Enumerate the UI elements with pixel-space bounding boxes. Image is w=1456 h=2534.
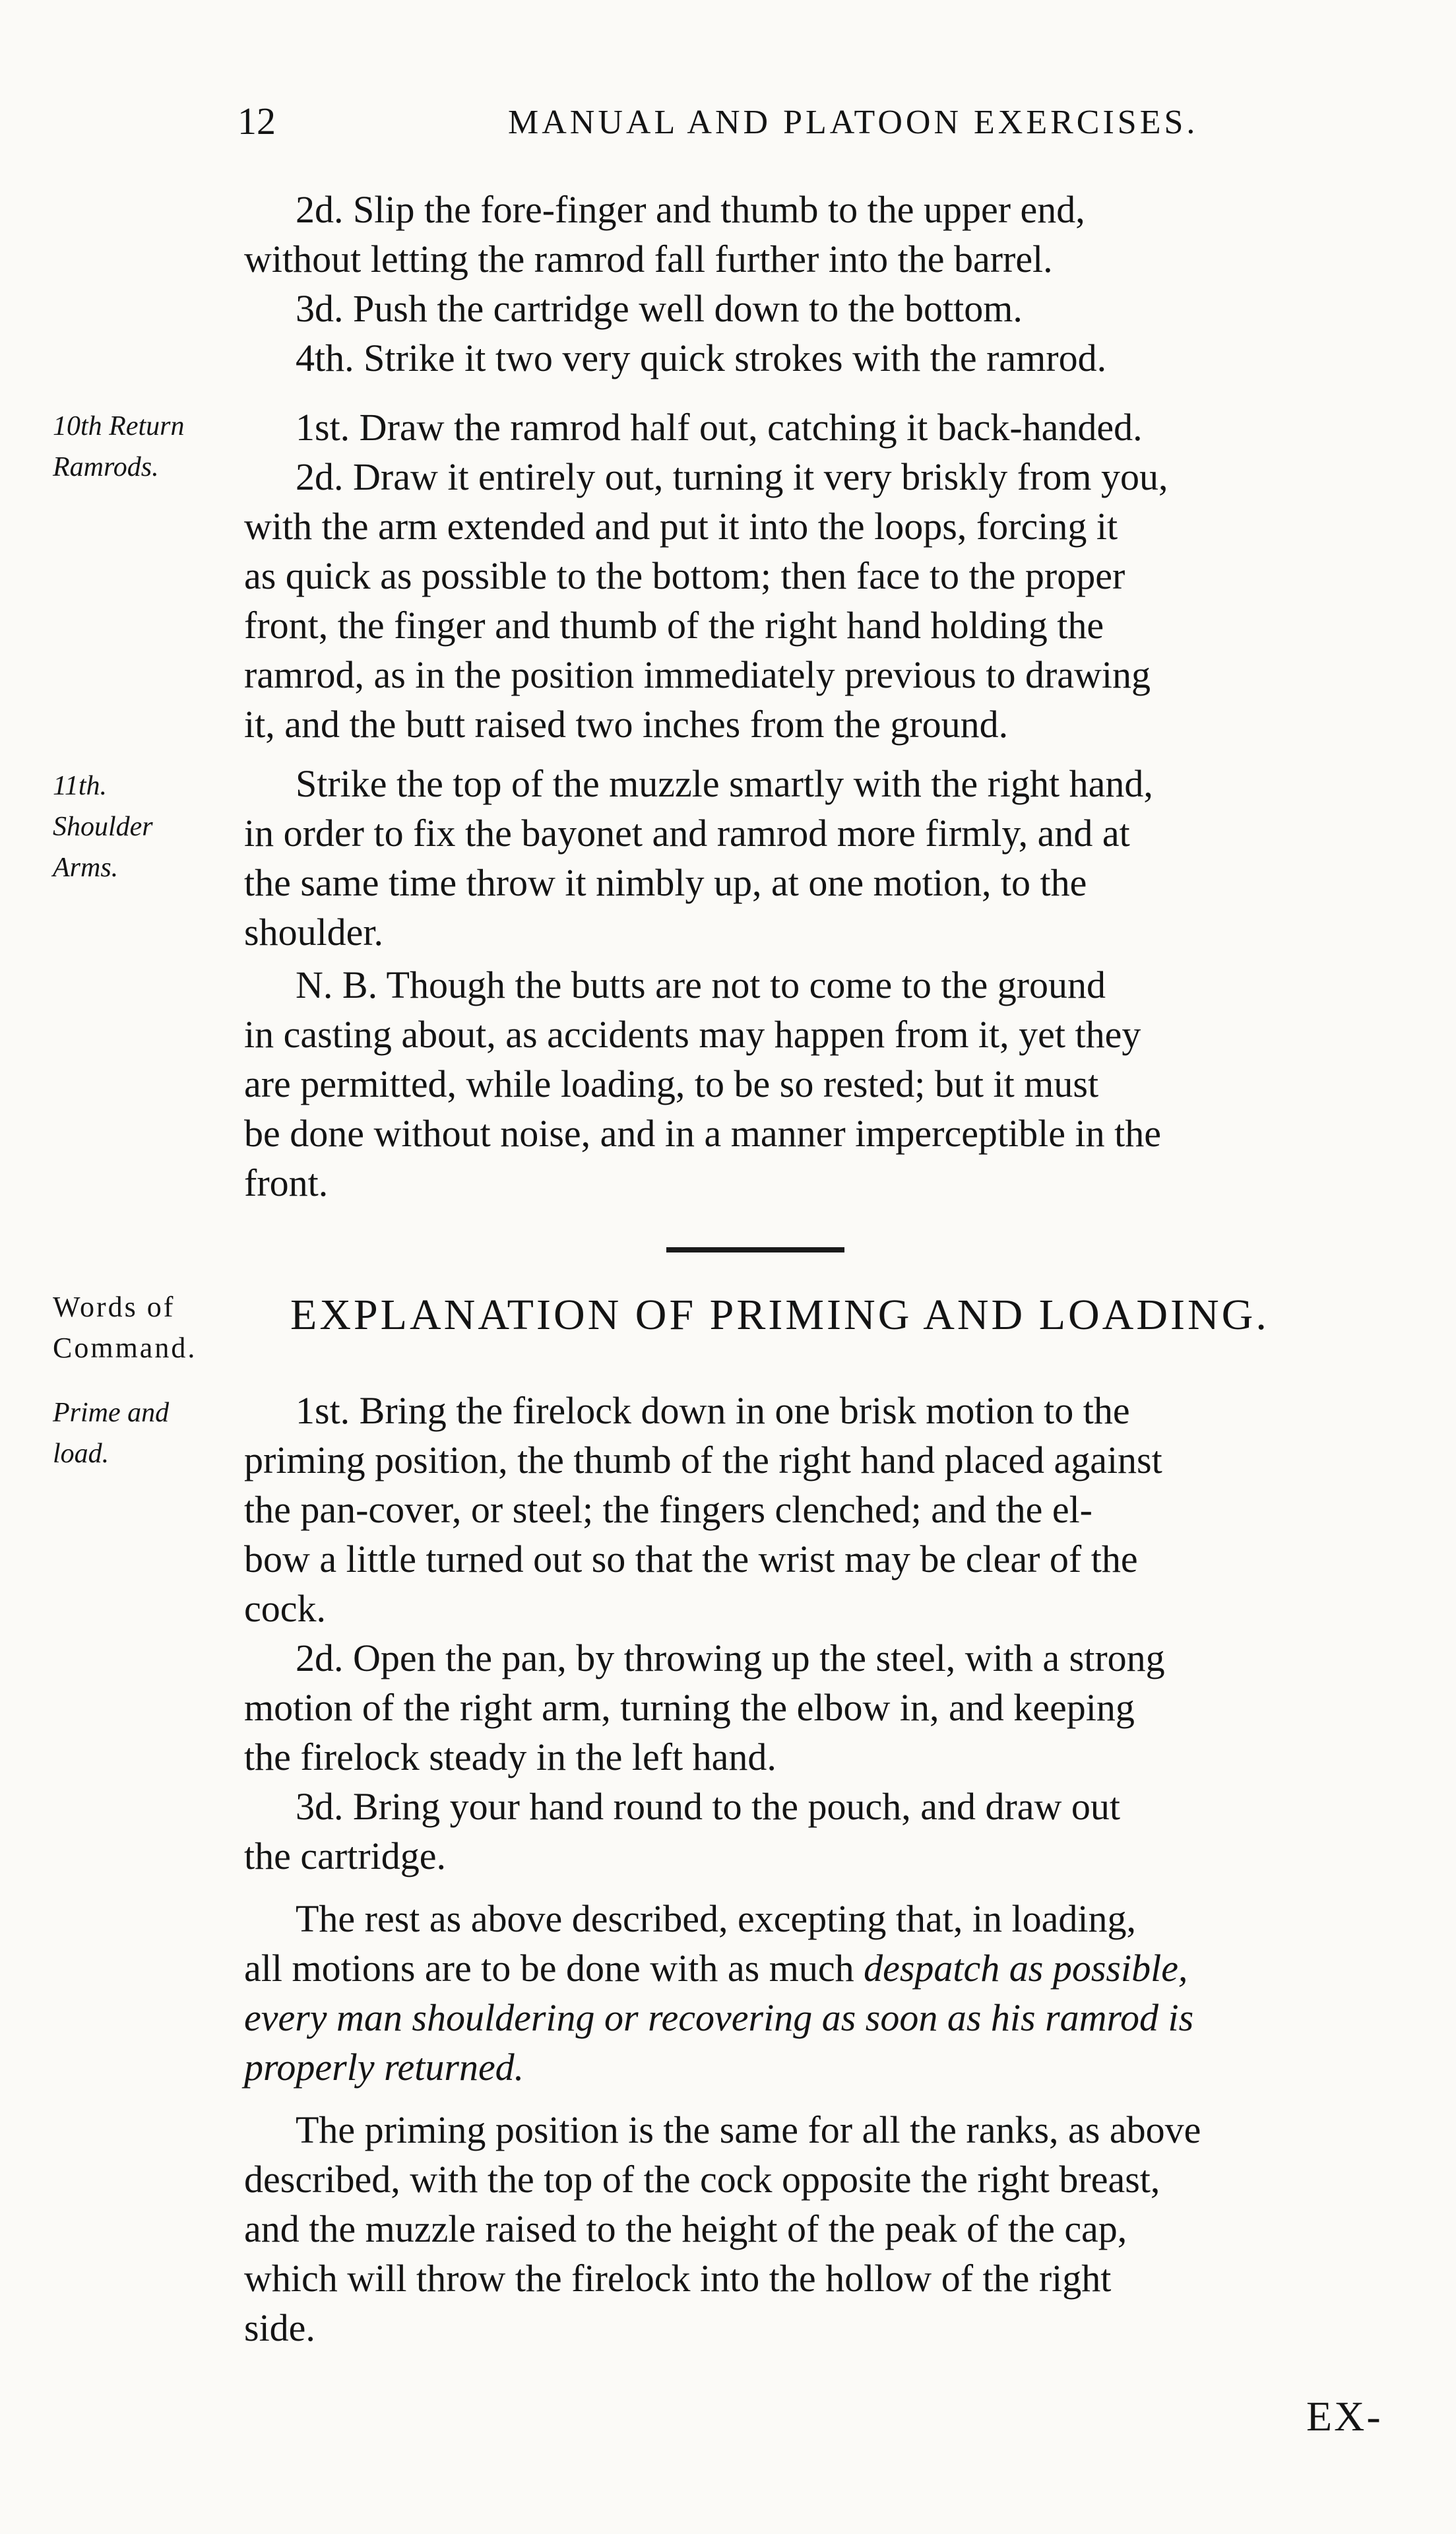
running-title: MANUAL AND PLATOON EXERCISES. (508, 104, 1199, 141)
italic-text-run: every man shouldering or recovering as soon as his ramrod is (244, 1996, 1194, 2039)
paragraph-prime-load (244, 1386, 1395, 1633)
text-line (244, 1943, 1395, 1993)
margin-note-shoulder-arms (53, 765, 244, 888)
text-line: front. (244, 1161, 329, 1204)
text-line: N. B. Though the butts are not to come to the ground (296, 963, 1106, 1006)
paragraph-shoulder-arms (244, 759, 1395, 957)
margin-note-line: Words of (53, 1291, 175, 1323)
text-line: are permitted, while loading, to be so rested; but it must (244, 1062, 1099, 1105)
text-line: 3d. Bring your hand round to the pouch, and draw out (296, 1785, 1121, 1828)
paragraph-return-ramrods (244, 403, 1395, 749)
italic-text-run: despatch as possible, (864, 1947, 1188, 1990)
paragraph-nota-bene (244, 960, 1395, 1208)
text-line (244, 1993, 1395, 2042)
text-line: with the arm extended and put it into the loops, forcing it (244, 505, 1118, 548)
text-line: cock. (244, 1587, 326, 1630)
margin-note-line: Arms. (53, 853, 119, 883)
paragraph-ramming (244, 185, 1395, 383)
margin-note-line: Command. (53, 1332, 197, 1364)
text-line: the same time throw it nimbly up, at one motion, to the (244, 861, 1087, 904)
text-line: shoulder. (244, 911, 384, 954)
margin-note-line: 10th Return (53, 411, 185, 441)
text-line: 2d. Draw it entirely out, turning it very briskly from you, (296, 455, 1168, 498)
catchword: EX- (1306, 2393, 1383, 2440)
text-line: 3d. Push the cartridge well down to the bottom. (296, 287, 1023, 330)
text-line: in casting about, as accidents may happen from it, yet they (244, 1013, 1141, 1056)
margin-note-prime-and-load (53, 1392, 244, 1474)
italic-text-run: properly returned. (244, 2046, 524, 2089)
margin-note-line: Prime and (53, 1398, 170, 1428)
text-line: as quick as possible to the bottom; then face to the proper (244, 554, 1125, 597)
margin-note-return-ramrods (53, 406, 244, 488)
section-divider (666, 1247, 844, 1252)
paragraph-the-rest (244, 1894, 1395, 2092)
text-line: the pan-cover, or steel; the fingers clenched; and the el- (244, 1488, 1092, 1531)
paragraph-open-pan (244, 1633, 1395, 1782)
text-line: the firelock steady in the left hand. (244, 1736, 776, 1778)
margin-note-words-of-command (53, 1287, 244, 1369)
text-line: 4th. Strike it two very quick strokes with the ramrod. (296, 337, 1107, 379)
page-header (237, 99, 1399, 152)
paragraph-priming-position (244, 2105, 1395, 2353)
text-line: 2d. Slip the fore-finger and thumb to the upper end, (296, 188, 1085, 231)
text-line: be done without noise, and in a manner imperceptible in the (244, 1112, 1161, 1155)
text-line: priming position, the thumb of the right hand placed against (244, 1439, 1162, 1481)
text-line: side. (244, 2306, 315, 2349)
text-line: described, with the top of the cock opposite the right breast, (244, 2158, 1160, 2201)
text-line: the cartridge. (244, 1835, 446, 1877)
section-heading: EXPLANATION OF PRIMING AND LOADING. (290, 1291, 1269, 1339)
text-run: all motions are to be done with as much (244, 1947, 864, 1990)
text-line: in order to fix the bayonet and ramrod more firmly, and at (244, 812, 1130, 855)
margin-note-line: Ramrods. (53, 452, 159, 482)
text-line: 1st. Draw the ramrod half out, catching it back-handed. (296, 406, 1143, 449)
margin-note-line: load. (53, 1439, 110, 1469)
text-line: The priming position is the same for all the ranks, as above (296, 2108, 1201, 2151)
text-line: motion of the right arm, turning the elbow in, and keeping (244, 1686, 1135, 1729)
page-number: 12 (237, 100, 276, 143)
text-line: bow a little turned out so that the wrist may be clear of the (244, 1538, 1138, 1580)
text-line: Strike the top of the muzzle smartly with the right hand, (296, 762, 1153, 805)
text-line: front, the finger and thumb of the right hand holding the (244, 604, 1104, 647)
text-line: and the muzzle raised to the height of the peak of the cap, (244, 2207, 1127, 2250)
text-line: 1st. Bring the firelock down in one brisk motion to the (296, 1389, 1130, 1432)
text-line (244, 2042, 1395, 2092)
margin-note-line: 11th. (53, 771, 108, 801)
margin-note-line: Shoulder (53, 812, 153, 842)
text-line: 2d. Open the pan, by throwing up the steel, with a strong (296, 1637, 1165, 1679)
text-line: which will throw the firelock into the hollow of the right (244, 2257, 1112, 2300)
text-line: The rest as above described, excepting that, in loading, (296, 1897, 1136, 1940)
text-line: ramrod, as in the position immediately previous to drawing (244, 653, 1151, 696)
paragraph-draw-cartridge (244, 1782, 1395, 1881)
text-line: without letting the ramrod fall further into the barrel. (244, 238, 1053, 280)
text-line: it, and the butt raised two inches from the ground. (244, 703, 1009, 746)
